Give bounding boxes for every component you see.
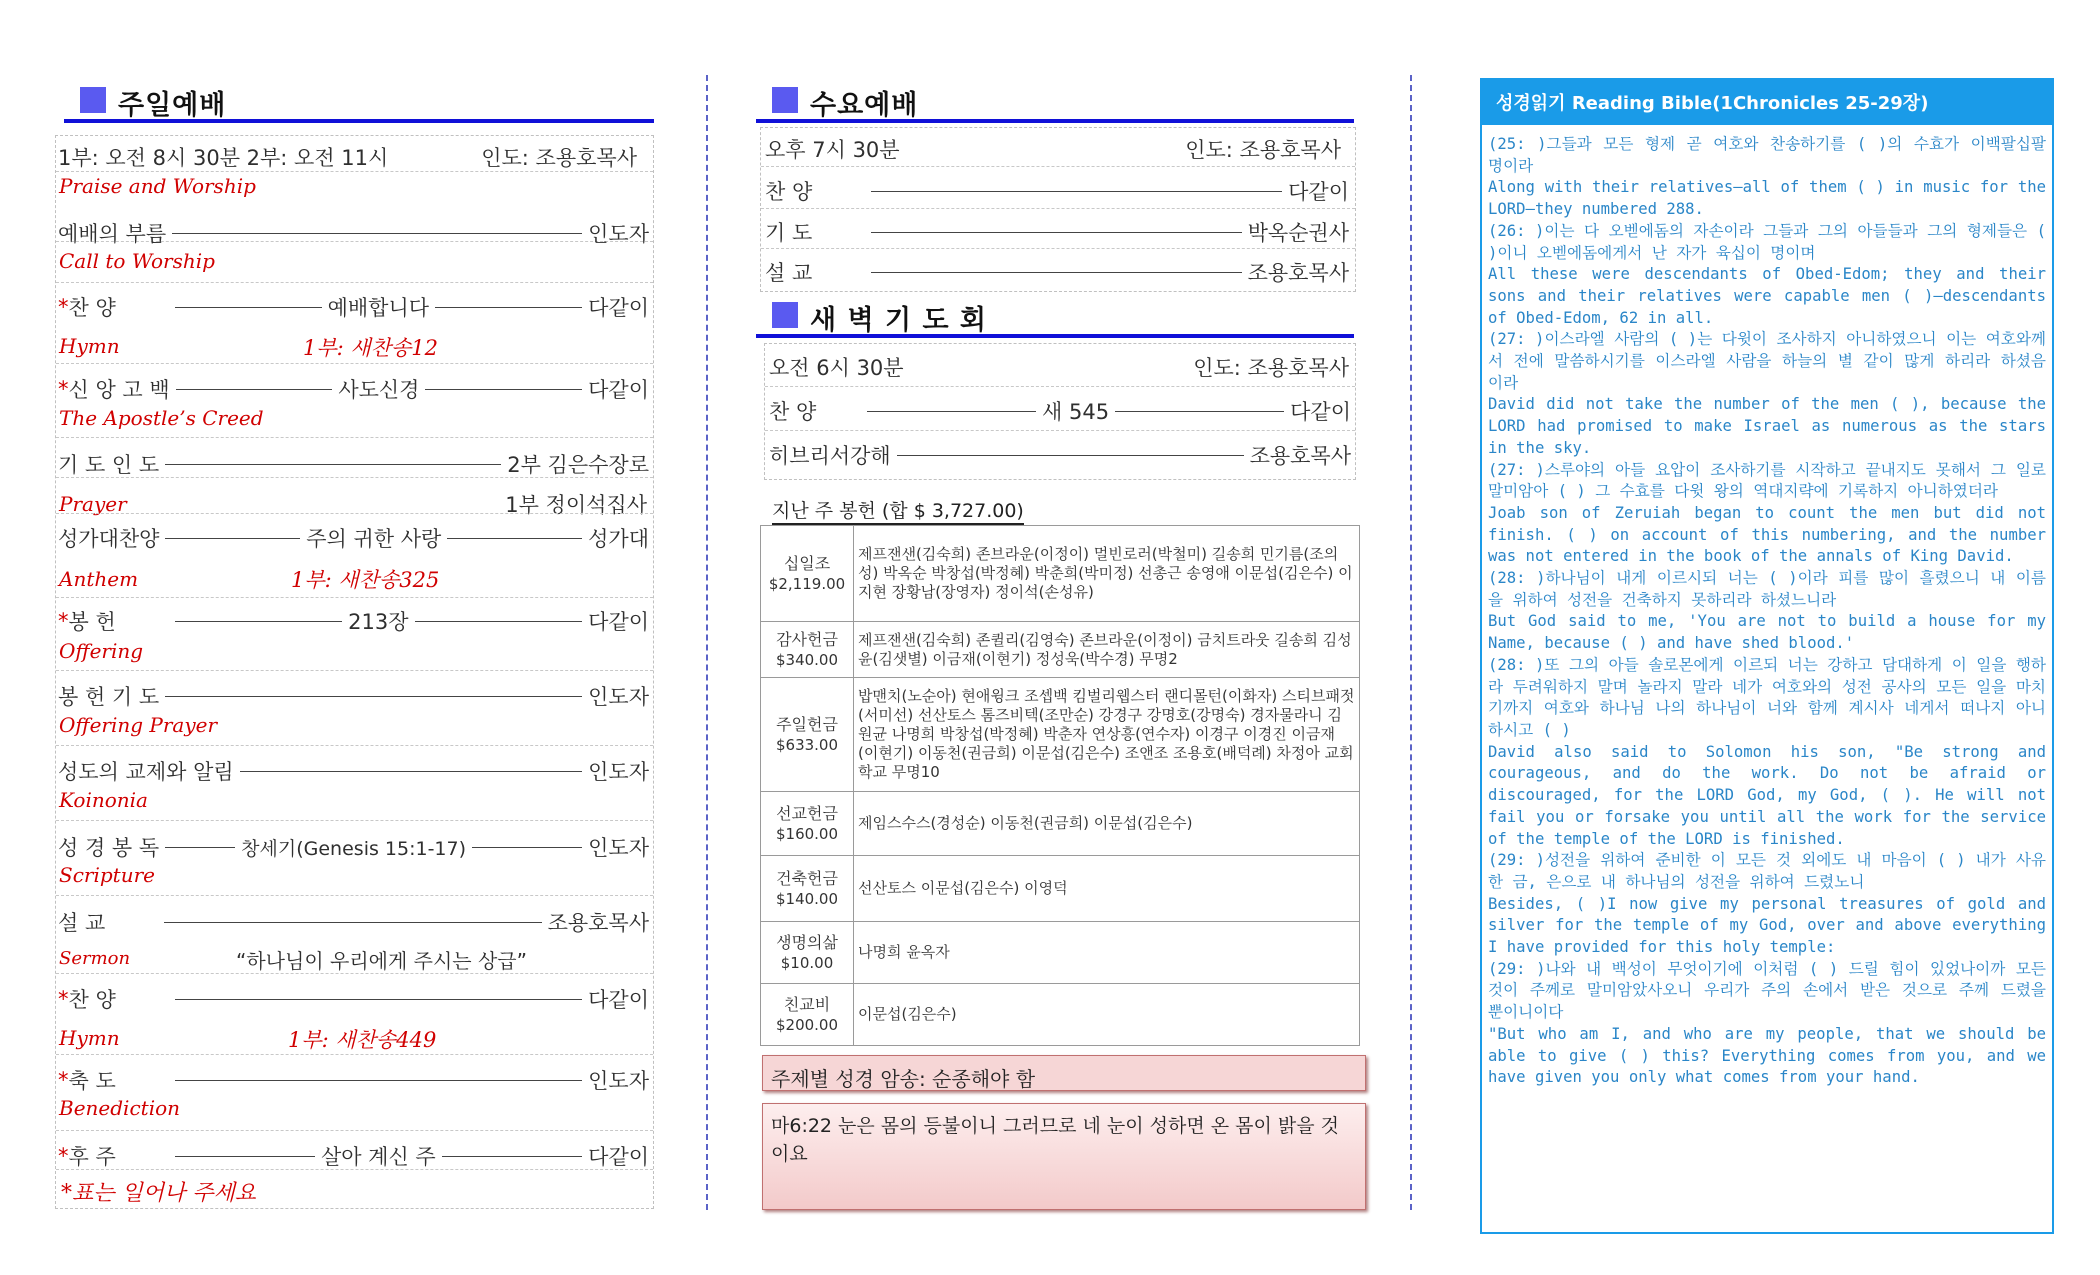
offering-donors: 제프잰샌(김숙희) 존퀼리(김영숙) 존브라운(이정이) 금치트라웃 길송희 김성윤(김샛별) 이금재(이현기) 정성욱(박수경) 무명2: [854, 622, 1360, 678]
offering-category-label: 감사헌금: [776, 629, 838, 649]
dawn-hymn-row: 찬 양 새 545 다같이: [765, 386, 1355, 431]
divider: [56, 362, 653, 364]
reading-paragraph: All these were descendants of Obed-Edom; they and their sons and their relatives were capable men ( )—descendants of Obed-Edom, 62 in all.: [1488, 265, 2046, 327]
benediction-en: Benediction: [59, 1096, 181, 1120]
offering-row: [761, 984, 1360, 1046]
square-bullet-icon: [772, 302, 798, 328]
offering-donors: 밥맨치(노순아) 현애윙크 조셉백 킴벌리웹스터 랜디몰턴(이화자) 스티브패젓(서미선) 선산토스 톰즈비텍(조만순) 강경구 강명호(강명숙) 경자물라니 김원균 나명희 박창섭(박정혜) 박춘자 연상흥(연수자) 이경구 이경진 이금재(이현기) 이동천(권금희) 이문섭(김은수) 조앤조 조용호(배덕례) 차정아 교회학교 무명10: [854, 678, 1360, 792]
offering-amount: $140.00: [775, 889, 839, 908]
offering-category: [761, 856, 854, 922]
hymn1-note: 1부: 새찬송12: [303, 336, 438, 360]
sermon-line: 설 교 조용호목사: [58, 911, 649, 935]
divider: [56, 476, 653, 478]
creed-line: * 신 앙 고 백 사도신경 다같이: [58, 377, 649, 402]
reading-paragraph: (28: )하나님이 내게 이르시되 너는 ( )이라 피를 많이 흘렸으니 내 이름을 위하여 성전을 건축하지 못하리라 하셨느니라: [1488, 569, 2046, 609]
sunday-leader: 인도: 조용호목사: [481, 146, 637, 170]
hymn2-note: 1부: 새찬송449: [288, 1028, 437, 1052]
divider: [56, 819, 653, 821]
dawn-prayer-header: [756, 300, 1354, 338]
benediction-line: * 축 도 인도자: [58, 1068, 649, 1093]
divider: [56, 596, 653, 598]
hymn2-en: Hymn: [59, 1026, 120, 1050]
offering-donors: 제임스수스(경성순) 이동천(권금희) 이문섭(김은수): [854, 792, 1360, 856]
reading-paragraph: (27: )이스라엘 사람의 ( )는 다윗이 조사하지 아니하였으니 이는 여호와께서 전에 말씀하시기를 이스라엘 사람을 하늘의 별 같이 많게 하리라 하셨음이라: [1488, 330, 2046, 392]
offering-category-label: 주일헌금: [776, 714, 838, 734]
reading-paragraph: David also said to Solomon his son, "Be strong and courageous, and do the work. Do not be afraid or discouraged, for the LORD God, my God, ( ). He will not fail you or forsake you until all the work for the service of the temple of the LORD is finished.: [1488, 742, 2046, 848]
offering-amount: $10.00: [780, 953, 834, 972]
scripture-line: 성 경 봉 독 창세기(Genesis 15:1-17) 인도자: [58, 836, 649, 860]
offering-category: [761, 984, 854, 1046]
offering-category-label: 십일조: [783, 553, 831, 573]
divider: [56, 1129, 653, 1131]
hymn1-en: Hymn: [59, 334, 120, 358]
offering-table: [760, 525, 1360, 1046]
column-divider-right: [1410, 75, 1412, 1210]
anthem-en: Anthem: [59, 567, 139, 591]
offering-category-label: 선교헌금: [776, 803, 838, 823]
bible-reading-text: [1488, 134, 2046, 1089]
postlude-line: * 후 주 살아 계신 주 다같이: [58, 1144, 650, 1169]
standing-footnote: *표는 일어나 주세요: [61, 1181, 257, 1206]
sermon-title: “하나님이 우리에게 주시는 상급”: [236, 949, 527, 973]
wednesday-time-row: 오후 7시 30분 인도: 조용호목사: [761, 128, 1355, 167]
offering-prayer-line: 봉 헌 기 도 인도자: [58, 685, 649, 709]
offering-prayer-en: Offering Prayer: [59, 713, 218, 737]
reading-paragraph: (27: )스루야의 아들 요압이 조사하기를 시작하고 끝내지도 못해서 그 일로 말미암아 ( ) 그 수효를 다윗 왕의 역대지략에 기록하지 아니하였더라: [1488, 460, 2046, 501]
reading-paragraph: (26: )이는 다 오벧에돔의 자손이라 그들과 그의 아들들과 그의 형제들은 ( )이니 오벧에돔에게서 난 자가 육십이 명이며: [1488, 221, 2046, 262]
divider: [56, 669, 653, 671]
koinonia-line: 성도의 교제와 알림 인도자: [58, 760, 649, 784]
reading-paragraph: (25: )그들과 모든 형제 곧 여호와 찬송하기를 ( )의 수효가 이백팔십팔 명이라: [1488, 135, 2046, 175]
wednesday-title: 수요예배: [810, 90, 919, 121]
creed-en: The Apostle’s Creed: [59, 406, 264, 430]
memory-verse-title: 주제별 성경 암송: 순종해야 함: [771, 1067, 1036, 1091]
offering-amount: $340.00: [775, 650, 839, 669]
offering-row: [761, 622, 1360, 678]
reading-paragraph: Joab son of Zeruiah began to count the men but did not finish. ( ) on account of this numbering, and the number was not entered in the book of the annals of King David.: [1488, 503, 2046, 566]
bible-reading-title: 성경읽기 Reading Bible(1Chronicles 25-29장): [1496, 93, 1929, 114]
offering-row: [761, 678, 1360, 792]
offering-category-label: 친교비: [783, 994, 831, 1014]
dawn-prayer-title: 새 벽 기 도 회: [810, 305, 988, 336]
divider: [56, 972, 653, 974]
offering-category: [761, 922, 854, 984]
wednesday-hymn-row: 찬 양 다같이: [761, 166, 1355, 209]
dawn-hebrews-row: 히브리서강해 조용호목사: [769, 444, 1351, 468]
square-bullet-icon: [772, 87, 798, 113]
offering-row: [761, 792, 1360, 856]
offering-category: [761, 526, 854, 622]
sunday-header: [64, 85, 654, 123]
divider: [56, 512, 653, 514]
sermon-en: Sermon: [59, 948, 131, 969]
offering-line: * 봉 헌 213장 다같이: [58, 609, 650, 634]
reading-paragraph: Along with their relatives—all of them ( ) in music for the LORD—they numbered 288.: [1488, 178, 2046, 219]
offering-category: [761, 792, 854, 856]
offering-row: [761, 922, 1360, 984]
prayer-en: Prayer: [59, 492, 127, 516]
prayer-first-service: 1부 정이석집사: [505, 493, 647, 517]
memory-verse-box: [762, 1103, 1366, 1210]
sunday-title: 주일예배: [118, 90, 227, 121]
offering-category: [761, 622, 854, 678]
offering-amount: $200.00: [775, 1015, 839, 1034]
offering-category: [761, 678, 854, 792]
reading-paragraph: But God said to me, 'You are not to build a house for my Name, because ( ) and have shed blood.': [1488, 612, 2046, 653]
column-divider-left: [706, 75, 708, 1210]
square-bullet-icon: [80, 87, 106, 113]
offering-title: 지난 주 봉헌 (합 $ 3,727.00): [772, 496, 1024, 525]
reading-paragraph: (28: )또 그의 아들 솔로몬에게 이르되 너는 강하고 담대하게 이 일을 행하라 두려워하지 말며 놀라지 말라 네가 여호와의 성전 공사의 모든 일을 마치기까지 여호와 하나님 나의 하나님이 너와 함께 계시사 네게서 떠나지 아니하시고 ( ): [1488, 655, 2046, 739]
offering-category-label: 생명의삶: [776, 932, 838, 952]
memory-verse-text: 마6:22 눈은 몸의 등불이니 그러므로 네 눈이 성하면 온 몸이 밝을 것이요: [771, 1115, 1339, 1165]
offering-category-label: 건축헌금: [776, 868, 838, 888]
wednesday-service: [760, 127, 1356, 292]
reading-paragraph: Besides, ( )I now give my personal treasures of gold and silver for the temple of my God, over and above everything I have provided for this holy temple:: [1488, 894, 2046, 957]
wednesday-prayer-row: 기 도 박옥순권사: [761, 208, 1355, 249]
hymn1-line: * 찬 양 예배합니다 다같이: [58, 295, 650, 320]
reading-paragraph: "But who am I, and who are my people, that we should be able to give ( ) this? Everything comes from you, and we have given you only what comes from your hand.: [1488, 1024, 2046, 1087]
wednesday-sermon-row: 설 교 조용호목사: [765, 261, 1349, 285]
offering-row: [761, 856, 1360, 922]
divider: [56, 1168, 653, 1170]
call-to-worship-en: Call to Worship: [59, 249, 215, 273]
offering-en: Offering: [59, 639, 144, 663]
hymn2-line: * 찬 양 다같이: [58, 987, 649, 1012]
call-to-worship-line: 예배의 부름 인도자: [58, 222, 649, 246]
divider: [56, 1053, 653, 1055]
offering-amount: $160.00: [775, 824, 839, 843]
koinonia-en: Koinonia: [59, 788, 148, 812]
offering-row: [761, 526, 1360, 622]
scripture-en: Scripture: [59, 863, 155, 887]
divider: [56, 744, 653, 746]
sunday-times: 1부: 오전 8시 30분 2부: 오전 11시: [58, 146, 389, 170]
praise-worship-en: Praise and Worship: [59, 174, 256, 198]
memory-verse-header: [762, 1055, 1366, 1091]
wednesday-header: [756, 85, 1354, 123]
dawn-time-row: 오전 6시 30분 인도: 조용호목사: [765, 344, 1355, 387]
divider: [56, 894, 653, 896]
divider: [56, 281, 653, 283]
bible-reading-header: [1482, 80, 2052, 125]
reading-paragraph: (29: )성전을 위하여 준비한 이 모든 것 외에도 내 마음이 ( ) 내가 사유한 금, 은으로 내 하나님의 성전을 위하여 드렸노니: [1488, 851, 2046, 891]
offering-amount: $633.00: [775, 735, 839, 754]
anthem-note: 1부: 새찬송325: [291, 568, 440, 592]
sunday-order-of-service: [55, 135, 654, 1209]
offering-donors: 나명희 윤옥자: [854, 922, 1360, 984]
prayer-line: 기 도 인 도 2부 김은수장로: [58, 453, 649, 477]
dawn-prayer-service: [764, 343, 1356, 480]
sunday-times-row: [56, 136, 653, 172]
offering-donors: 제프잰샌(김숙희) 존브라운(이정이) 멀빈로러(박철미) 길송희 민기름(조의성) 박옥순 박창섭(박정혜) 박춘희(박미정) 선총근 송영애 이문섭(김은수) 이지현 장황남(장영자) 정이석(손성유): [854, 526, 1360, 622]
offering-donors: 이문섭(김은수): [854, 984, 1360, 1046]
divider: [56, 436, 653, 438]
reading-paragraph: (29: )나와 내 백성이 무엇이기에 이처럼 ( ) 드릴 힘이 있었나이까 모든 것이 주께로 말미암았사오니 우리가 주의 손에서 받은 것으로 주께 드렸을 뿐이니이다: [1488, 959, 2046, 1022]
offering-donors: 선산토스 이문섭(김은수) 이영덕: [854, 856, 1360, 922]
offering-amount: $2,119.00: [768, 574, 846, 593]
bible-reading-panel: [1480, 78, 2054, 1234]
anthem-line: 성가대찬양 주의 귀한 사랑 성가대: [58, 527, 649, 551]
reading-paragraph: David did not take the number of the men ( ), because the LORD had promised to make Israel as numerous as the stars in the sky.: [1488, 395, 2046, 457]
